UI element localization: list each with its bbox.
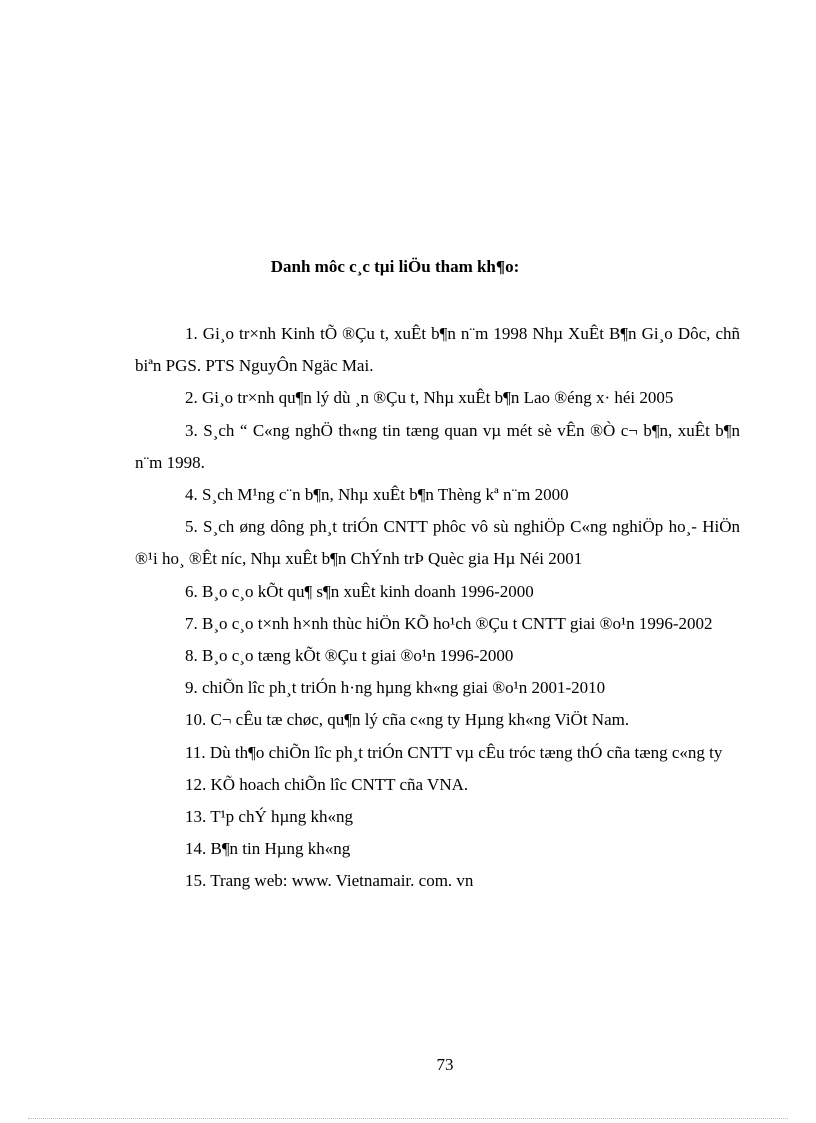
page-number: 73: [436, 1055, 454, 1074]
reference-item-10: 10. C¬ cÊu tæ chøc, qu¶n lý cña c«ng ty Hµng kh«ng ViÖt Nam.: [185, 710, 630, 730]
reference-item-1: 1. Gi¸o tr×nh Kinh tÕ ®Çu t, xuÊt b¶n n¨m 1998 Nhµ XuÊt B¶n Gi¸o Dôc, chñ biªn PGS. PTS NguyÔn Ngäc Mai.: [135, 324, 740, 376]
reference-item-11: 11. Dù th¶o chiÕn lîc ph¸t triÓn CNTT vµ cÊu tróc tæng thÓ cña tæng c«ng ty: [185, 742, 723, 762]
reference-item-9: 9. chiÕn lîc ph¸t triÓn h·ng hµng kh«ng giai ®o¹n 2001-2010: [185, 678, 606, 698]
reference-item-12: 12. KÕ hoach chiÕn lîc CNTT cña VNA.: [185, 774, 469, 794]
reference-item-8: 8. B¸o c¸o tæng kÕt ®Çu t giai ®o¹n 1996-2000: [185, 646, 514, 666]
references-heading: Danh môc c¸c tµi liÖu tham kh¶o:: [270, 257, 520, 276]
reference-item-5: 5. S¸ch øng dông ph¸t triÓn CNTT phôc vô sù nghiÖp C«ng nghiÖp ho¸- HiÖn ®¹i ho¸ ®Êt níc, Nhµ xuÊt b¶n ChÝnh trÞ Quèc gia Hµ Néi 2001: [135, 517, 740, 569]
reference-item-13: 13. T¹p chÝ hµng kh«ng: [185, 807, 354, 827]
reference-item-14: 14. B¶n tin Hµng kh«ng: [185, 839, 351, 859]
reference-item-7: 7. B¸o c¸o t×nh h×nh thùc hiÖn KÕ ho¹ch ®Çu t CNTT giai ®o¹n 1996-2002: [185, 613, 713, 633]
references-list: [135, 318, 740, 898]
reference-item-6: 6. B¸o c¸o kÕt qu¶ s¶n xuÊt kinh doanh 1996-2000: [185, 581, 534, 601]
reference-item-4: 4. S¸ch M¹ng c¨n b¶n, Nhµ xuÊt b¶n Thèng kª n¨m 2000: [185, 485, 569, 505]
reference-item-3: 3. S¸ch “ C«ng nghÖ th«ng tin tæng quan vµ mét sè vÊn ®Ò c¬ b¶n, xuÊt b¶n n¨m 1998.: [135, 420, 740, 472]
reference-item-15: 15. Trang web: www. Vietnamair. com. vn: [185, 871, 474, 891]
footer-dotted-rule: [28, 1118, 788, 1119]
reference-item-2: 2. Gi¸o tr×nh qu¶n lý dù ¸n ®Çu t, Nhµ xuÊt b¶n Lao ®éng x· héi 2005: [185, 388, 674, 408]
